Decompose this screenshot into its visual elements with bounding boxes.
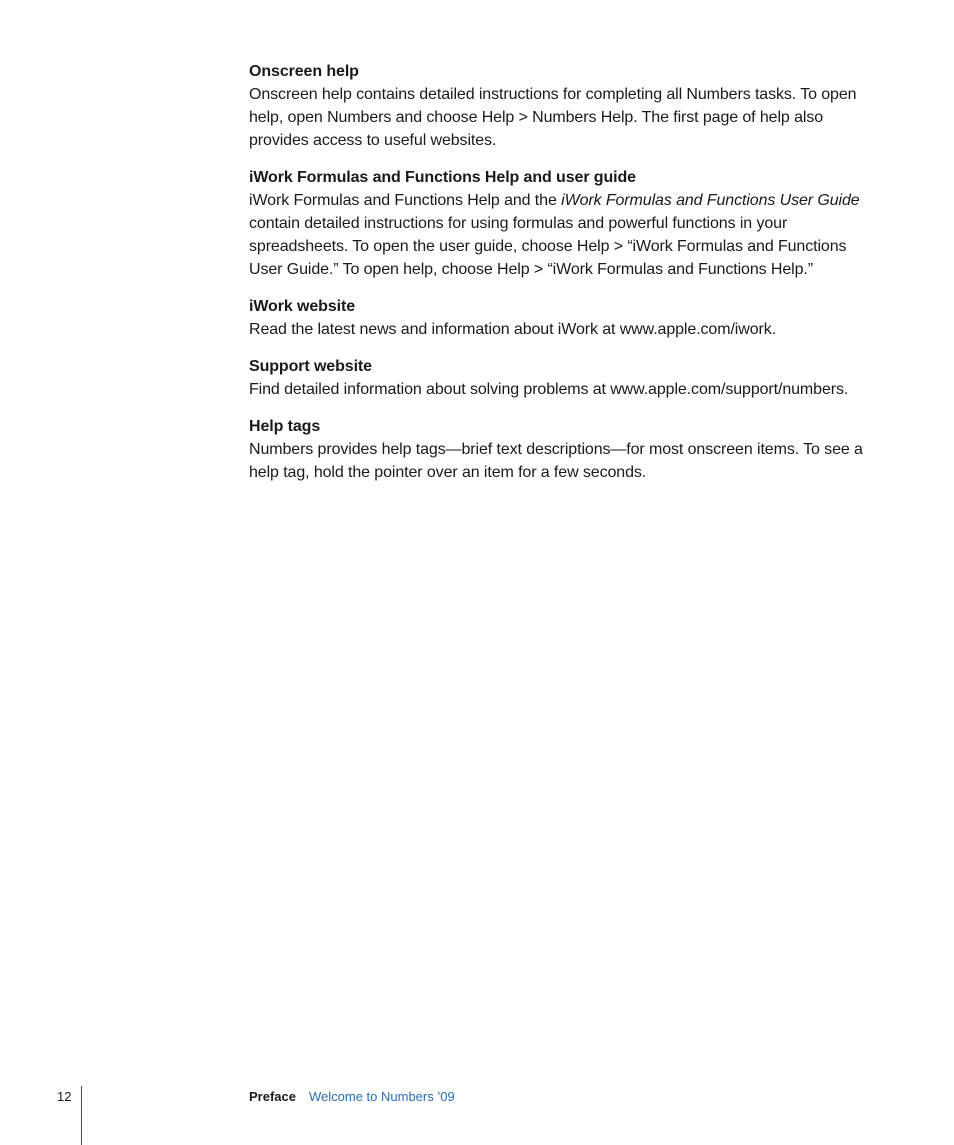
page-footer (0, 1088, 954, 1118)
section-body: Find detailed information about solving problems at www.apple.com/support/numbers. (249, 381, 849, 398)
section-heading: iWork Formulas and Functions Help and user guide (249, 169, 636, 186)
user-guide-title: iWork Formulas and Functions User Guide (561, 192, 860, 209)
section-heading: Support website (249, 358, 372, 375)
section-body: Read the latest news and information about iWork at www.apple.com/iwork. (249, 321, 776, 338)
section-body: Numbers provides help tags—brief text descriptions—for most onscreen items. To see a help tag, hold the pointer over an item for a few seconds. (249, 441, 863, 481)
section-body (249, 189, 874, 281)
section-heading: Onscreen help (249, 63, 359, 80)
footer-chapter-title[interactable]: Welcome to Numbers ’09 (309, 1089, 455, 1104)
section-help-tags (249, 415, 874, 484)
section-formulas-help (249, 166, 874, 281)
section-support-website (249, 355, 874, 401)
footer-section-label: Preface (249, 1089, 296, 1104)
page-content (249, 60, 874, 498)
section-onscreen-help (249, 60, 874, 152)
section-heading: iWork website (249, 298, 355, 315)
page-number: 12 (57, 1089, 72, 1104)
section-iwork-website (249, 295, 874, 341)
section-body-pre: iWork Formulas and Functions Help and the (249, 192, 562, 209)
section-body: Onscreen help contains detailed instructions for completing all Numbers tasks. To open help, open Numbers and choose Help > Numbers Help. The first page of help also provides access to useful websites. (249, 86, 857, 149)
section-body-post: contain detailed instructions for using formulas and powerful functions in your spreadsheets. To open the user guide, choose Help > “iWork Formulas and Functions User Guide.” To open help, choose Help > “iWork Formulas and Functions Help.” (249, 215, 847, 278)
section-heading: Help tags (249, 418, 321, 435)
